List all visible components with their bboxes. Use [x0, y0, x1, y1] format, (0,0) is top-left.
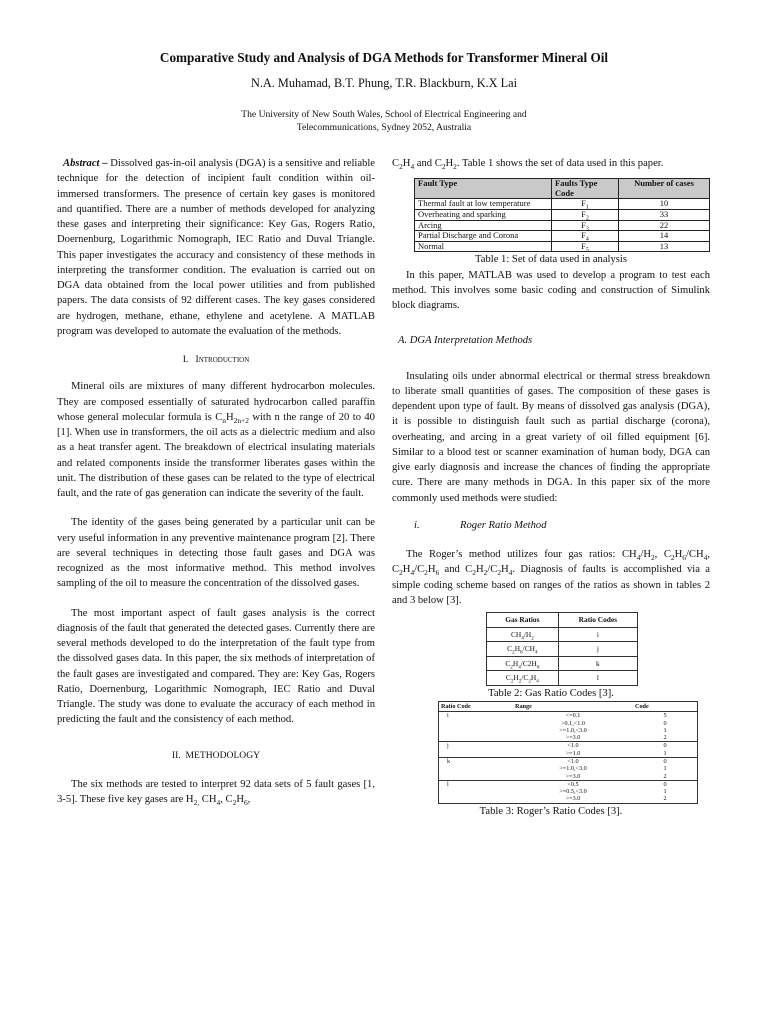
section-title: METHODOLOGY	[185, 749, 261, 761]
table-row	[415, 220, 710, 231]
table-cell: $C_2H_2/C_2H_4$	[487, 671, 559, 686]
table-cell: <1.0	[513, 757, 633, 765]
table-cell: 33	[619, 210, 710, 221]
intro-paragraph-1	[57, 379, 375, 501]
subsection-heading-a: A. DGA Interpretation Methods	[398, 335, 533, 347]
text-run: Mineral oils are mixtures of many different hydrocarbon molecules. They are composed essentially of saturated hydrocarbon called paraffin whose general molecular formula is C	[57, 381, 375, 423]
subscript: n	[222, 415, 226, 425]
table-cell: j	[439, 742, 514, 750]
table-cell	[439, 788, 514, 795]
text-run: The six methods are tested to interpret 92 data sets of 5 fault gases [1, 3-5]. These five key gases are H	[57, 778, 375, 805]
table-cell: 0	[633, 757, 698, 765]
table-cell: >=0.5,<3.0	[559, 788, 587, 796]
table-cell: >0.1,<1.0	[561, 719, 585, 727]
table-cell: $F_2$	[552, 210, 619, 221]
subsub-number: i.	[414, 519, 420, 531]
table-cell: j	[558, 642, 637, 657]
table-cell: Arcing	[415, 220, 552, 231]
table-cell: 1	[663, 765, 667, 773]
subscript: 2n+2	[233, 415, 249, 425]
methodology-continued: $C_2H_4$ and $C_2H_2$. Table 1 shows the set of data used in this paper.	[392, 158, 664, 172]
table-cell: $F_3$	[552, 220, 619, 231]
table-cell: 1	[663, 749, 667, 757]
table-row	[439, 750, 698, 758]
table-cell: <0.5	[513, 780, 633, 788]
methodology-paragraph: The six methods are tested to interpret 92 data sets of 5 fault gases [1, 3-5]. These five key gases are $H_{2,}$ $CH_4$, $C_2H_6$,	[57, 778, 375, 808]
table-row	[439, 795, 698, 803]
section-title: Introduction	[195, 354, 250, 365]
table-cell: >=1.0	[565, 749, 581, 757]
table-row	[415, 210, 710, 221]
table-cell: k	[439, 757, 514, 765]
table-cell: 1	[663, 726, 667, 734]
table-header: Gas Ratios	[487, 613, 559, 628]
table-cell: 22	[619, 220, 710, 231]
table-row	[487, 656, 638, 671]
table-cell	[439, 720, 514, 727]
intro-paragraph-2: The identity of the gases being generated by a particular unit can be very useful information in any preventive maintenance program [2]. There are several techniques in detecting those fault gases and DGA was recognized as the most informative method. This method involves sampling of the oil to measure the concentration of the dissolved gases.	[57, 517, 375, 590]
text-run: H	[225, 411, 234, 423]
table-cell: 1	[663, 788, 667, 796]
table-cell: Thermal fault at low temperature	[415, 199, 552, 210]
table-cell: >=3.0	[565, 772, 581, 780]
subsubsection-heading	[392, 518, 710, 533]
table-header: Ratio Codes	[558, 613, 637, 628]
table-header: Faults Type Code	[552, 179, 619, 199]
table-row	[439, 720, 698, 727]
affiliation-line: The University of New South Wales, School of Electrical Engineering and	[241, 109, 527, 120]
table-header: Range	[513, 701, 633, 711]
table-header: Fault Type	[415, 179, 552, 199]
table-2	[486, 612, 638, 686]
text-run: . Diagnosis of faults is accomplished via a simple coding scheme based on ranges of the ratios as shown in tables 2 and 3 below [3].	[392, 564, 710, 606]
table-row	[439, 742, 698, 750]
section-heading-methodology	[57, 748, 375, 763]
table-cell	[439, 795, 514, 803]
table-cell: 0	[633, 780, 698, 788]
roger-paragraph: The Roger’s method utilizes four gas ratios: $CH_4/H_2$, $C_2H_6/CH_4$, $C_2H_4/C_2H_6$ and $C_2H_2/C_2H_4$. Diagnosis of faults is accomplished via a simple coding scheme based on ranges of the ratios as shown in tables 2 and 3 below [3].	[392, 549, 710, 606]
table-cell: 0	[633, 742, 698, 750]
table-header: Code	[633, 701, 698, 711]
table-cell: Overheating and sparking	[415, 210, 552, 221]
table-cell: 2	[663, 795, 667, 803]
table-cell: >=3.0	[565, 795, 581, 803]
table-cell	[439, 750, 514, 758]
table-cell: >=1.0,<3.0	[559, 726, 587, 734]
table-row	[415, 241, 710, 252]
author-list: N.A. Muhamad, B.T. Phung, T.R. Blackburn, K.X Lai	[250, 76, 518, 90]
table-cell: $CH_4/H_2$	[487, 627, 559, 642]
table-cell: $C_2H_4/C2H_6$	[487, 656, 559, 671]
table-cell: 14	[619, 231, 710, 242]
table-cell: $F_4$	[552, 231, 619, 242]
dga-paragraph: Insulating oils under abnormal electrical or thermal stress breakdown to liberate small quantities of gases. The composition of these gases is dependent upon type of fault. By means of dissolved gas analysis (DGA), it is possible to distinguish fault such as partial discharge (corona), overheating, and arcing in a great variety of oil filled equipment [6]. Similar to a blood test or scanner examination of human body, DGA can give early diagnosis and increase the chances of finding the appropriate cure. There are many methods in DGA. In this paper six of the more commonly used methods were studied:	[392, 370, 710, 504]
table-row	[439, 788, 698, 795]
table-row	[487, 627, 638, 642]
table-cell: $F_5$	[552, 241, 619, 252]
abstract-label: Abstract –	[63, 158, 108, 169]
table-row	[439, 780, 698, 788]
table-row	[487, 642, 638, 657]
table-cell: i	[558, 627, 637, 642]
table-3	[438, 701, 698, 804]
paper-title: Comparative Study and Analysis of DGA Methods for Transformer Mineral Oil	[159, 50, 609, 65]
table-cell	[439, 773, 514, 781]
table-cell: $C_2H_6/CH_4$	[487, 642, 559, 657]
table-cell: 13	[619, 241, 710, 252]
table-cell	[439, 727, 514, 734]
section-number: II.	[171, 749, 181, 761]
table-cell: <1.0	[513, 742, 633, 750]
table-header: Ratio Code	[439, 701, 514, 711]
subsub-title: Roger Ratio Method	[460, 519, 547, 531]
table-cell: 0	[663, 719, 667, 727]
text-run: C	[225, 794, 233, 805]
table-cell: l	[558, 671, 637, 686]
table-row	[439, 757, 698, 765]
table-cell: Normal	[415, 241, 552, 252]
table-row	[487, 671, 638, 686]
section-number: I.	[182, 354, 189, 365]
table-row	[439, 727, 698, 734]
table-row	[439, 712, 698, 720]
affiliation-line: Telecommunications, Sydney 2052, Australia	[296, 122, 472, 133]
table-cell	[439, 765, 514, 772]
table-row	[415, 199, 710, 210]
abstract	[57, 156, 375, 339]
table-cell: Partial Discharge and Corona	[415, 231, 552, 242]
table-3-caption: Table 3: Roger’s Ratio Codes [3].	[479, 805, 623, 817]
section-heading-introduction	[57, 352, 375, 367]
table-cell: k	[558, 656, 637, 671]
table-cell: 2	[663, 772, 667, 780]
table-1-caption: Table 1: Set of data used in analysis	[475, 254, 627, 266]
text-run: . Table 1 shows the set of data used in this paper.	[456, 158, 664, 169]
left-column	[57, 156, 375, 807]
table-cell: >=3.0	[565, 734, 581, 742]
table-row	[439, 765, 698, 772]
table-1	[414, 178, 710, 252]
affiliation	[0, 108, 768, 134]
table-cell: l	[439, 780, 514, 788]
table-cell: >=1.0,<3.0	[559, 765, 587, 773]
table-cell: $F_1$	[552, 199, 619, 210]
table-row	[439, 773, 698, 781]
table-cell: 5	[663, 712, 667, 720]
table-cell: 10	[619, 199, 710, 210]
table-header: Number of cases	[619, 179, 710, 199]
text-run: with n the range of 20 to 40 [1]. When use in transformers, the oil acts as a dielectric medium and also as a heat transfer agent. The breakdown of electrical insulating materials and related components inside the transformer liberates gases within the unit. The distribution of these gases can be related to the type of electrical fault, and the rate of gas generation can indicate the severity of the fault.	[57, 411, 375, 499]
table-row	[415, 231, 710, 242]
matlab-paragraph: In this paper, MATLAB was used to develop a program to test each method. This involves some basic coding and construction of Simulink block diagrams.	[392, 269, 710, 312]
table-2-caption: Table 2: Gas Ratio Codes [3].	[488, 687, 614, 699]
table-cell: <=0.1	[565, 712, 581, 720]
text-run: The Roger’s method utilizes four gas ratios: CH	[406, 549, 637, 561]
abstract-text: Dissolved gas-in-oil analysis (DGA) is a sensitive and reliable technique for the detection of incipient fault condition within oil-immersed transformers. The presence of certain key gases is monitored and quantified. There are a number of methods developed for analyzing these gases and interpreting their significance: Key Gas, Rogers Ratio, Doernenburg, Logarithmic Nomograph, IEC Ratio and Duval Triangle. This paper investigates the accuracy and consistency of these methods in interpreting the transformer condition. The evaluation is carried out on DGA data obtained from the local power utilities and from published papers. The data consists of 92 different cases. The key gases considered are hydrogen, methane, ethane, ethylene and acetylene. A MATLAB program was developed to automate the evaluation of the methods.	[57, 158, 375, 337]
table-cell: 2	[663, 734, 667, 742]
right-column	[392, 156, 710, 819]
table-cell	[439, 734, 514, 742]
table-cell: i	[447, 712, 449, 720]
table-row	[439, 734, 698, 742]
intro-paragraph-3: The most important aspect of fault gases analysis is the correct diagnosis of the fault that generated the detected gases. Currently there are several methods developed to do the interpretation of the fault type from the dissolved gases data. In this paper, the six methods of interpretation of the fault gases are investigated and compared. They are: Key Gas, Rogers Ratio, Doernenburg, Logarithmic Nomograph, IEC Ratio and Duval Triangle. The study was done to evaluate the accuracy of each method in predicting the fault and the consistency of each method.	[57, 607, 375, 726]
